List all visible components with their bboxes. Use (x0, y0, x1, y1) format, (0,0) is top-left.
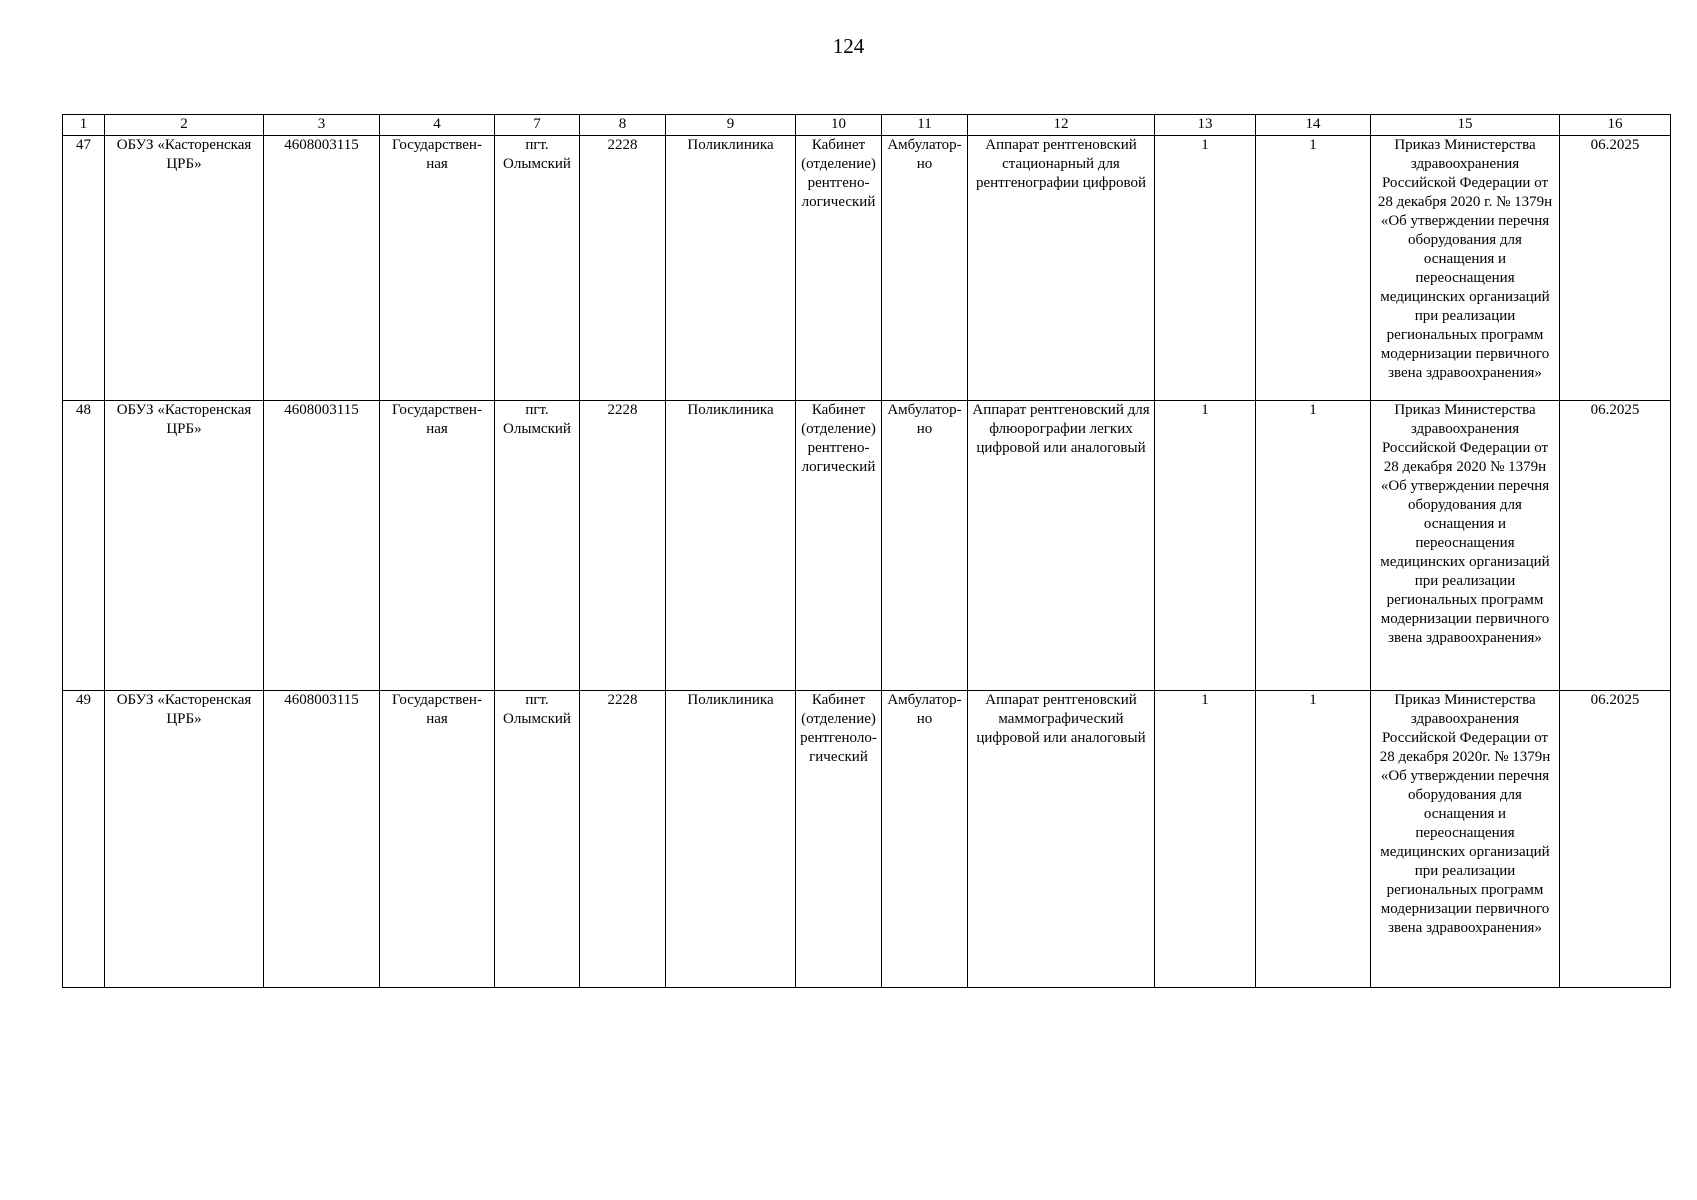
quantity-cell: 1 (1256, 401, 1371, 691)
unit-cell: Кабинет (отделение) рентгеноло-гический (796, 691, 882, 988)
row-number-cell: 47 (63, 136, 105, 401)
quantity-cell: 1 (1155, 136, 1256, 401)
quantity-cell: 1 (1256, 136, 1371, 401)
locality-cell: пгт. Олымский (495, 691, 580, 988)
inn-cell: 4608003115 (264, 401, 380, 691)
locality-cell: пгт. Олымский (495, 401, 580, 691)
legal-basis-cell: Приказ Министерства здравоохранения Российской Федерации от 28 декабря 2020 г. № 1379н «Об утверждении перечня оборудования для оснащения и переоснащения медицинских организаций при реализации региональных программ модернизации первичного звена здравоохранения» (1371, 136, 1560, 401)
page-number: 124 (832, 34, 865, 58)
code-cell: 2228 (580, 691, 666, 988)
table-row (63, 136, 1671, 401)
equipment-cell: Аппарат рентгеновский маммографический цифровой или аналоговый (968, 691, 1155, 988)
column-header: 10 (796, 115, 882, 136)
table-row (63, 691, 1671, 988)
column-header: 15 (1371, 115, 1560, 136)
column-header: 11 (882, 115, 968, 136)
column-header: 12 (968, 115, 1155, 136)
quantity-cell: 1 (1256, 691, 1371, 988)
legal-basis-cell: Приказ Министерства здравоохранения Российской Федерации от 28 декабря 2020г. № 1379н «Об утверждении перечня оборудования для оснащения и переоснащения медицинских организаций при реализации региональных программ модернизации первичного звена здравоохранения» (1371, 691, 1560, 988)
quantity-cell: 1 (1155, 401, 1256, 691)
facility-cell: Поликлиника (666, 691, 796, 988)
column-header: 14 (1256, 115, 1371, 136)
row-number-cell: 49 (63, 691, 105, 988)
unit-cell: Кабинет (отделение) рентгено-логический (796, 136, 882, 401)
facility-cell: Поликлиника (666, 401, 796, 691)
care-type-cell: Амбулатор-но (882, 401, 968, 691)
column-header: 16 (1560, 115, 1671, 136)
column-header: 2 (105, 115, 264, 136)
care-type-cell: Амбулатор-но (882, 136, 968, 401)
date-cell: 06.2025 (1560, 136, 1671, 401)
code-cell: 2228 (580, 136, 666, 401)
ownership-cell: Государствен-ная (380, 401, 495, 691)
facility-cell: Поликлиника (666, 136, 796, 401)
column-header: 1 (63, 115, 105, 136)
unit-cell: Кабинет (отделение) рентгено-логический (796, 401, 882, 691)
inn-cell: 4608003115 (264, 136, 380, 401)
organization-cell: ОБУЗ «Касторенская ЦРБ» (105, 401, 264, 691)
legal-basis-cell: Приказ Министерства здравоохранения Российской Федерации от 28 декабря 2020 № 1379н «Об утверждении перечня оборудования для оснащения и переоснащения медицинских организаций при реализации региональных программ модернизации первичного звена здравоохранения» (1371, 401, 1560, 691)
table-row (63, 401, 1671, 691)
row-number-cell: 48 (63, 401, 105, 691)
ownership-cell: Государствен-ная (380, 136, 495, 401)
equipment-cell: Аппарат рентгеновский для флюорографии легких цифровой или аналоговый (968, 401, 1155, 691)
organization-cell: ОБУЗ «Касторенская ЦРБ» (105, 136, 264, 401)
column-header: 4 (380, 115, 495, 136)
inn-cell: 4608003115 (264, 691, 380, 988)
column-header: 3 (264, 115, 380, 136)
code-cell: 2228 (580, 401, 666, 691)
date-cell: 06.2025 (1560, 691, 1671, 988)
care-type-cell: Амбулатор-но (882, 691, 968, 988)
locality-cell: пгт. Олымский (495, 136, 580, 401)
ownership-cell: Государствен-ная (380, 691, 495, 988)
equipment-cell: Аппарат рентгеновский стационарный для рентгенографии цифровой (968, 136, 1155, 401)
date-cell: 06.2025 (1560, 401, 1671, 691)
quantity-cell: 1 (1155, 691, 1256, 988)
equipment-registry-table (62, 114, 1671, 988)
column-header: 8 (580, 115, 666, 136)
column-header: 9 (666, 115, 796, 136)
column-header: 13 (1155, 115, 1256, 136)
column-number-row (63, 115, 1671, 136)
column-header: 7 (495, 115, 580, 136)
organization-cell: ОБУЗ «Касторенская ЦРБ» (105, 691, 264, 988)
